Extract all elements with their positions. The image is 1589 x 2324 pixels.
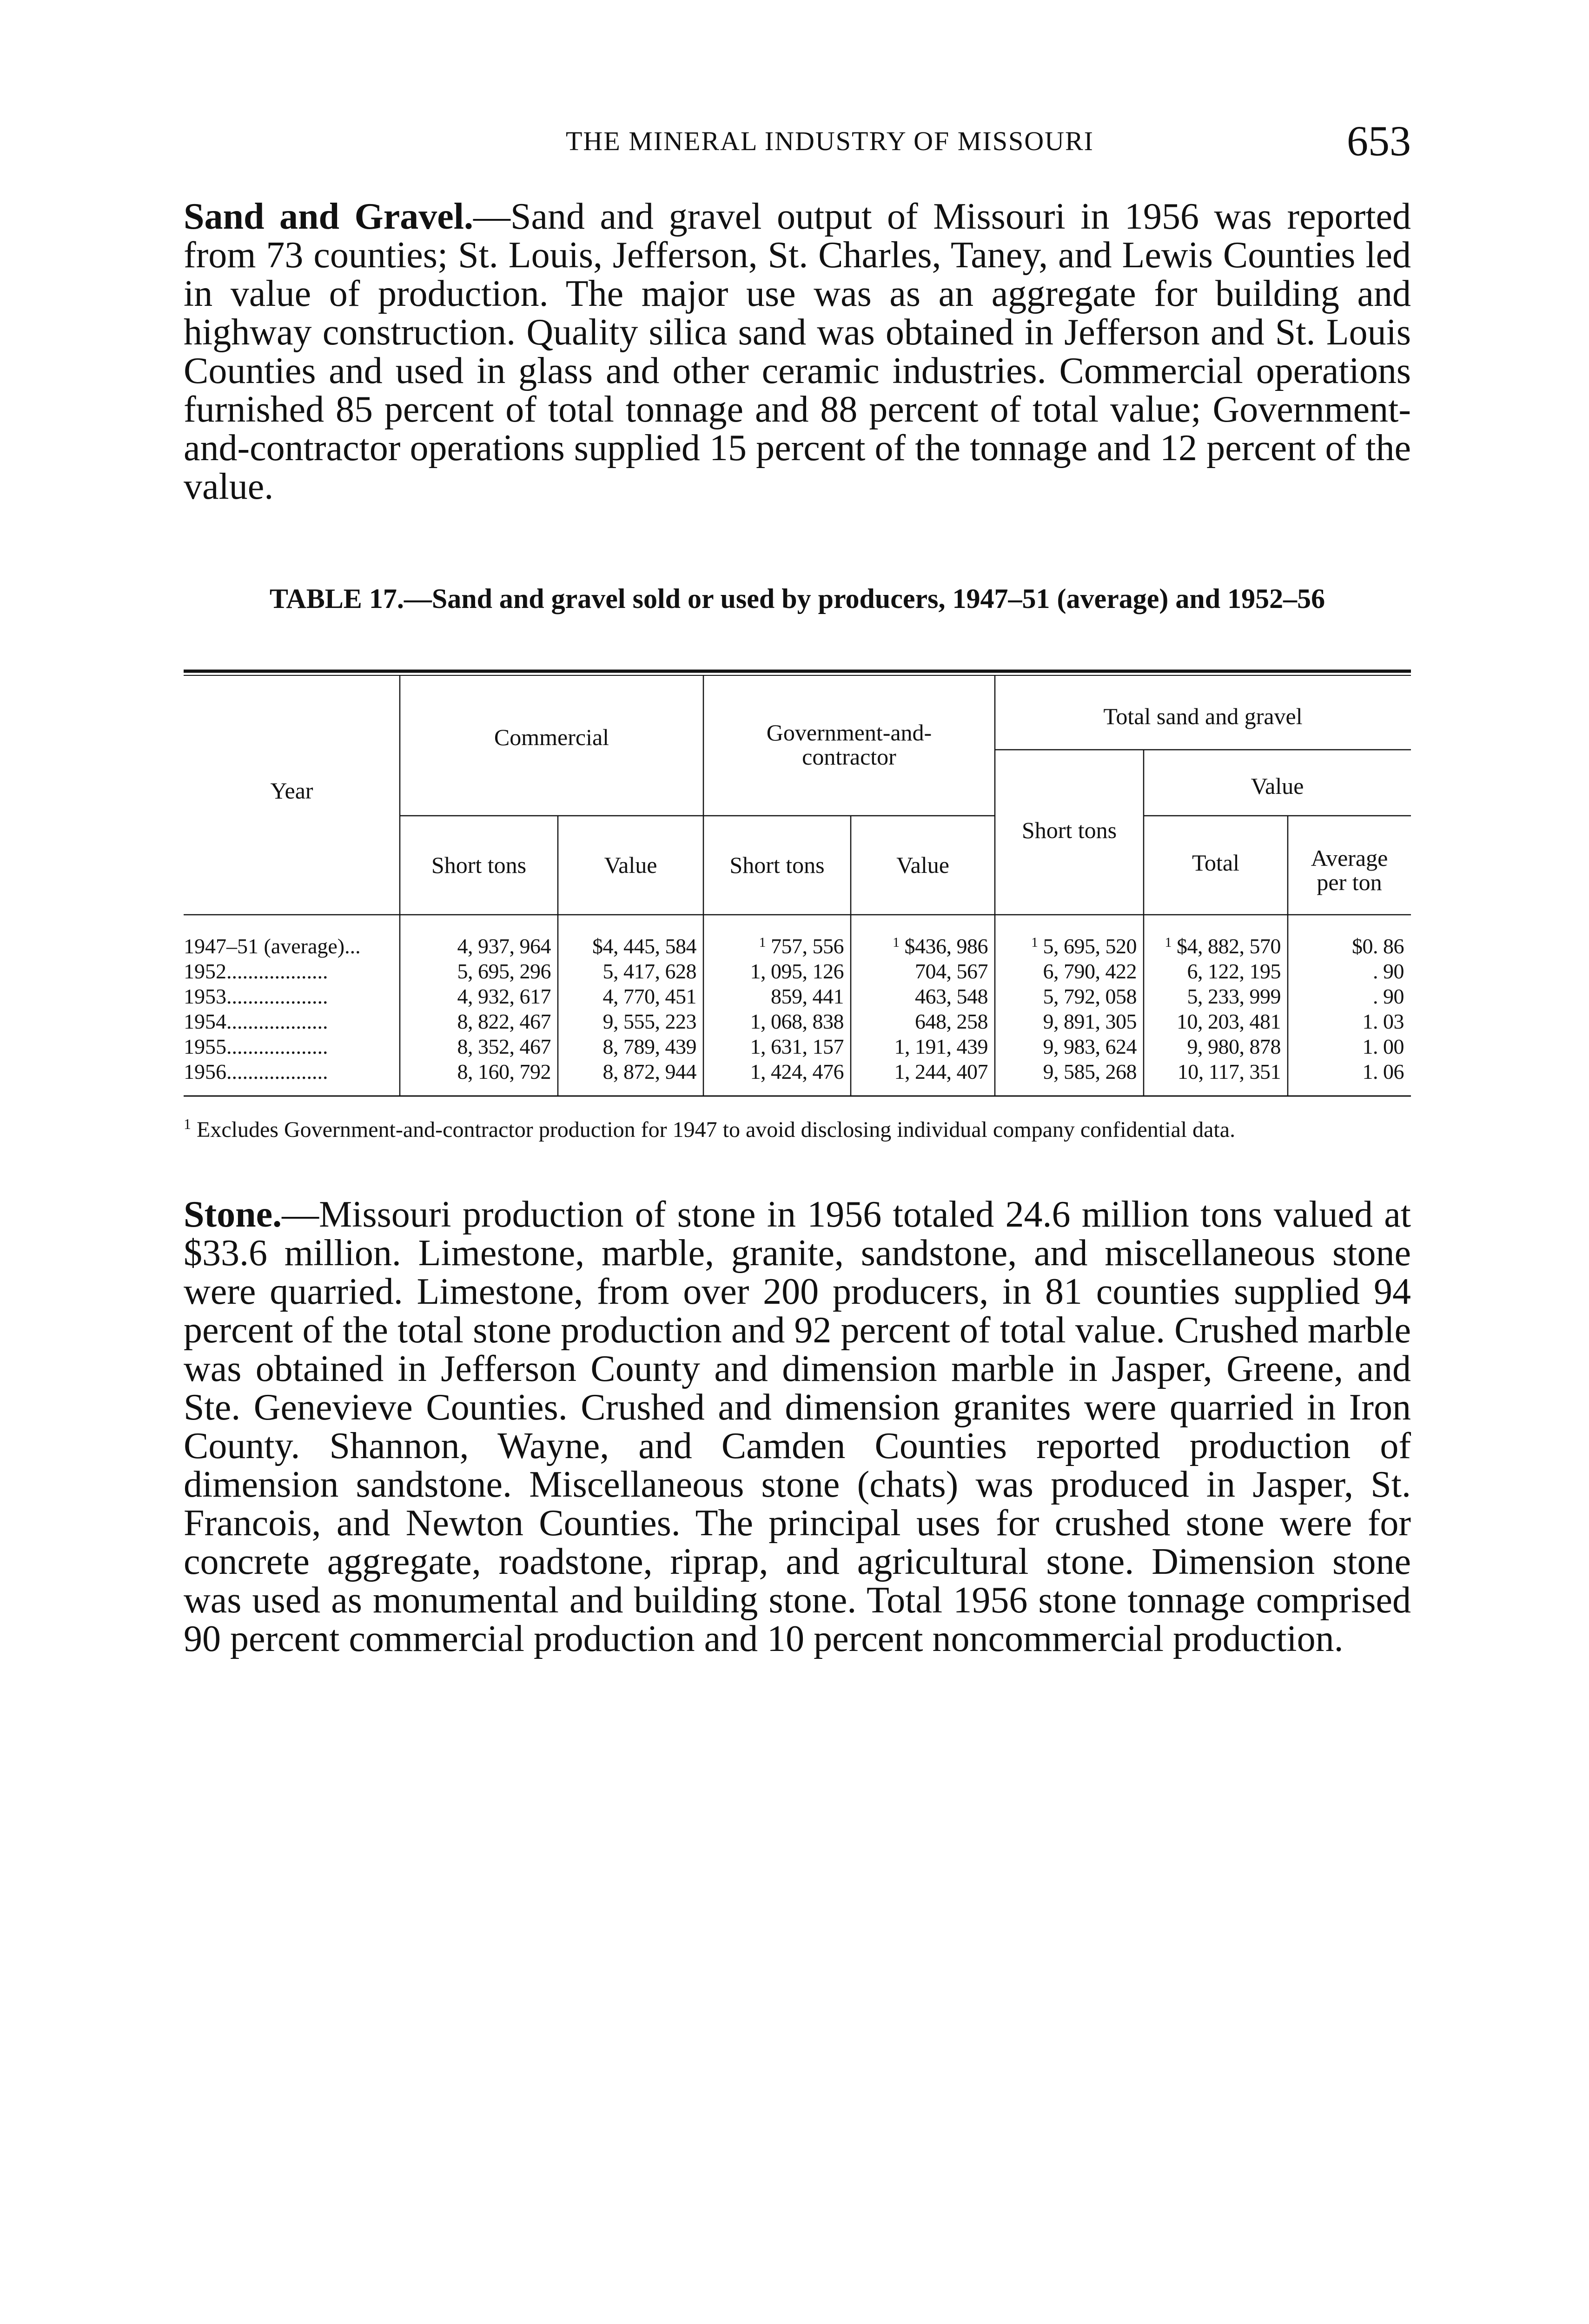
cell-value: 8, 822, 467 [457,1010,551,1033]
header-com-value: Value [604,852,657,878]
cell-value: 859, 441 [771,984,844,1008]
footnote-marker: 1 [184,1116,191,1132]
table-cell-com-tons [400,934,551,958]
table-cell-tot-value [1144,1035,1281,1059]
cell-value: 1947–51 (average)... [184,934,361,958]
cell-value: 1954................... [184,1010,328,1033]
cell-value: 1, 191, 439 [894,1035,988,1058]
page-number: 653 [1347,117,1411,165]
stone-paragraph [184,1195,1411,1658]
table-cell-tot-tons [995,1060,1137,1084]
cell-value: 1956................... [184,1060,328,1083]
table-cell-tot-value [1144,1060,1281,1084]
cell-value: 1953................... [184,984,328,1008]
cell-value: $436, 986 [904,934,988,958]
table-cell-tot-tons [995,934,1137,958]
cell-value: $4, 445, 584 [592,934,696,958]
table-cell-tot-value [1144,1010,1281,1034]
cell-value: . 90 [1373,959,1404,983]
table-cell-com-value [558,1060,696,1084]
cell-value: 1, 095, 126 [750,959,844,983]
footnote-ref: 1 [1165,935,1172,950]
table-cell-com-tons [400,959,551,984]
cell-value: 1, 244, 407 [894,1060,988,1083]
header-com-tons: Short tons [431,852,527,878]
table-cell-com-value [558,934,696,958]
table-cell-avg [1288,959,1404,984]
table-label: TABLE 17. [269,583,404,614]
table-cell-gov-value [851,934,988,958]
cell-value: 9, 980, 878 [1187,1035,1281,1058]
table-cell-tot-value [1144,984,1281,1009]
cell-value: 8, 872, 944 [602,1060,696,1083]
header-gov-value: Value [896,852,949,878]
sand-gravel-paragraph [184,198,1411,506]
cell-value: 463, 548 [915,984,988,1008]
cell-value: 1955................... [184,1035,328,1058]
cell-value: 8, 789, 439 [602,1035,696,1058]
cell-value: 9, 983, 624 [1043,1035,1137,1058]
cell-value: 704, 567 [915,959,988,983]
table-cell-tot-value [1144,934,1281,958]
table-cell-year [184,1035,395,1059]
cell-value: 4, 937, 964 [457,934,551,958]
table-cell-gov-tons [703,1060,844,1084]
header-tot-value: Total [1192,850,1240,876]
header-tot-tons: Short tons [1021,817,1117,843]
table-cell-com-tons [400,1010,551,1034]
cell-value: 9, 585, 268 [1043,1060,1137,1083]
cell-value: 1952................... [184,959,328,983]
cell-value: . 90 [1373,984,1404,1008]
table-cell-avg [1288,1035,1404,1059]
cell-value: 4, 770, 451 [602,984,696,1008]
table-cell-com-value [558,984,696,1009]
running-head [184,116,1411,167]
table-cell-com-tons [400,1035,551,1059]
cell-value: 9, 555, 223 [602,1010,696,1033]
cell-value: 757, 556 [771,934,844,958]
table-cell-tot-tons [995,1035,1137,1059]
cell-value: 4, 932, 617 [457,984,551,1008]
table-cell-tot-tons [995,959,1137,984]
sand-gravel-heading: Sand and Gravel. [184,196,474,237]
cell-value: $4, 882, 570 [1177,934,1281,958]
cell-value: 1. 06 [1362,1060,1404,1083]
table-cell-tot-value [1144,959,1281,984]
sand-gravel-table [184,669,1411,1097]
table-cell-com-tons [400,1060,551,1084]
table-footnote [184,1112,1411,1142]
cell-value: 10, 203, 481 [1177,1010,1281,1033]
footnote-ref: 1 [759,935,766,950]
table-cell-gov-tons [703,1010,844,1034]
table-cell-tot-tons [995,984,1137,1009]
cell-value: 5, 417, 628 [602,959,696,983]
running-title: THE MINERAL INDUSTRY OF MISSOURI [566,126,1094,156]
header-government: Government-and-contractor [766,720,932,770]
table-cell-year [184,959,395,984]
table-cell-year [184,934,395,958]
cell-value: 6, 790, 422 [1043,959,1137,983]
table-cell-gov-value [851,1010,988,1034]
table-cell-com-value [558,959,696,984]
table-cell-gov-value [851,984,988,1009]
table-caption [184,583,1411,614]
cell-value: 1, 068, 838 [750,1010,844,1033]
stone-text: —Missouri production of stone in 1956 totaled 24.6 million tons valued at $33.6 million. Limestone, marble, granite, sandstone, and miscellaneous stone were quarried. Limestone, from over 200 producers, in 81 counties supplied 94 percent of the total stone production and 92 percent of total value. Crushed marble was obtained in Jefferson County and dimension marble in Jasper, Greene, and Ste. Genevieve Counties. Crushed and dimension granites were quarried in Iron County. Shannon, Wayne, and Camden Counties reported production of dimension sandstone. Miscellaneous stone (chats) was produced in Jasper, St. Francois, and Newton Counties. The principal uses for crushed stone were for concrete aggregate, roadstone, riprap, and agricultural stone. Dimension stone was used as monumental and building stone. Total 1956 stone tonnage comprised 90 percent commercial production and 10 percent noncommercial production. [184,1194,1411,1659]
header-average: Average per ton [1311,845,1388,895]
table-cell-avg [1288,934,1404,958]
table-cell-avg [1288,1060,1404,1084]
footnote-ref: 1 [1031,935,1038,950]
footnote-ref: 1 [893,935,900,950]
cell-value: 5, 233, 999 [1187,984,1281,1008]
table-cell-com-tons [400,984,551,1009]
header-year: Year [270,778,313,804]
cell-value: 6, 122, 195 [1187,959,1281,983]
table-cell-tot-tons [995,1010,1137,1034]
table-cell-year [184,1060,395,1084]
cell-value: 1, 631, 157 [750,1035,844,1058]
cell-value: 1. 03 [1362,1010,1404,1033]
sand-gravel-text: —Sand and gravel output of Missouri in 1956 was reported from 73 counties; St. Louis, Jefferson, St. Charles, Taney, and Lewis Counties led in value of production. The major use was as an aggregate for building and highway construction. Quality silica sand was obtained in Jefferson and St. Louis Counties and used in glass and other ceramic industries. Commercial operations furnished 85 percent of total tonnage and 88 percent of total value; Government-and-contractor operations supplied 15 percent of the tonnage and 12 percent of the value. [184,196,1411,507]
header-commercial: Commercial [494,724,609,750]
cell-value: 5, 695, 520 [1043,934,1137,958]
table-cell-com-value [558,1035,696,1059]
cell-value: 5, 695, 296 [457,959,551,983]
table-cell-avg [1288,1010,1404,1034]
cell-value: 8, 352, 467 [457,1035,551,1058]
table-cell-com-value [558,1010,696,1034]
table-cell-year [184,984,395,1009]
header-gov-tons: Short tons [729,852,825,878]
cell-value: 10, 117, 351 [1177,1060,1281,1083]
cell-value: 5, 792, 058 [1043,984,1137,1008]
cell-value: 1, 424, 476 [750,1060,844,1083]
stone-heading: Stone. [184,1194,282,1235]
table-cell-gov-tons [703,1035,844,1059]
table-cell-avg [1288,984,1404,1009]
table-cell-gov-tons [703,959,844,984]
table-cell-year [184,1010,395,1034]
table-cell-gov-tons [703,934,844,958]
header-total: Total sand and gravel [1103,703,1303,729]
cell-value: 648, 258 [915,1010,988,1033]
header-value-group: Value [1251,773,1304,799]
table-title: —Sand and gravel sold or used by producers, 1947–51 (average) and 1952–56 [404,583,1325,614]
cell-value: 1. 00 [1362,1035,1404,1058]
table-cell-gov-value [851,1035,988,1059]
table-cell-gov-tons [703,984,844,1009]
cell-value: $0. 86 [1352,934,1404,958]
cell-value: 9, 891, 305 [1043,1010,1137,1033]
footnote-text: Excludes Government-and-contractor production for 1947 to avoid disclosing individual company confidential data. [197,1117,1236,1142]
table-cell-gov-value [851,959,988,984]
cell-value: 8, 160, 792 [457,1060,551,1083]
table-cell-gov-value [851,1060,988,1084]
